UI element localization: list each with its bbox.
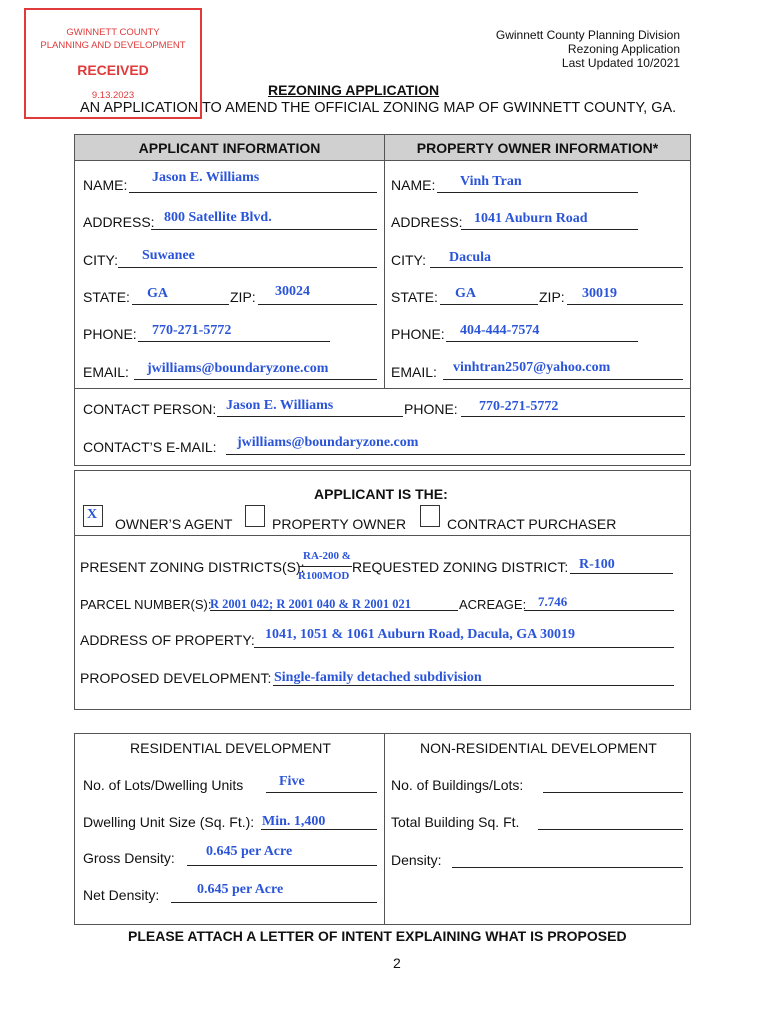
owner-address-value[interactable]: 1041 Auburn Road: [474, 211, 588, 226]
owner-name-label: NAME:: [391, 177, 436, 193]
applicant-name-line: [129, 192, 377, 193]
owner-name-line: [437, 192, 638, 193]
page-subtitle: AN APPLICATION TO AMEND THE OFFICIAL ZONING MAP OF GWINNETT COUNTY, GA.: [80, 100, 677, 116]
applicant-state-label: STATE:: [83, 289, 130, 305]
owner-email-line: [443, 379, 683, 380]
property-address-label: ADDRESS OF PROPERTY:: [80, 632, 255, 648]
owner-address-line: [461, 229, 638, 230]
owner-phone-line: [446, 341, 638, 342]
owners-agent-checkbox[interactable]: [83, 505, 103, 527]
applicant-phone-label: PHONE:: [83, 326, 137, 342]
checkbox-x-mark: X: [87, 507, 98, 522]
contact-phone-value[interactable]: 770-271-5772: [479, 399, 559, 414]
applicant-address-label: ADDRESS:: [83, 214, 155, 230]
density-line[interactable]: [452, 867, 683, 868]
header-line2: Rezoning Application: [567, 42, 680, 56]
page-title: REZONING APPLICATION: [268, 82, 440, 98]
lots-label: No. of Lots/Dwelling Units: [83, 777, 244, 793]
contact-person-value[interactable]: Jason E. Williams: [226, 398, 334, 413]
owner-city-label: CITY:: [391, 252, 427, 268]
owner-name-value[interactable]: Vinh Tran: [460, 174, 522, 189]
property-address-line: [254, 647, 674, 648]
letter-of-intent-note: PLEASE ATTACH A LETTER OF INTENT EXPLAINING WHAT IS PROPOSED: [128, 928, 627, 944]
applicant-email-line: [134, 379, 377, 380]
acreage-value[interactable]: 7.746: [538, 594, 568, 609]
property-owner-label: PROPERTY OWNER: [272, 516, 407, 532]
applicant-city-label: CITY:: [83, 252, 119, 268]
applicant-phone-line: [138, 341, 330, 342]
contact-person-line: [217, 416, 403, 417]
owner-zip-value[interactable]: 30019: [582, 286, 617, 301]
applicant-zip-label: ZIP:: [230, 289, 256, 305]
owner-phone-value[interactable]: 404-444-7574: [460, 323, 540, 338]
owner-email-label: EMAIL:: [391, 364, 437, 380]
applicant-email-value[interactable]: jwilliams@boundaryzone.com: [147, 361, 329, 376]
contact-phone-line: [461, 416, 685, 417]
contract-purchaser-label: CONTRACT PURCHASER: [447, 516, 617, 532]
gross-density-line: [187, 865, 377, 866]
applicant-email-label: EMAIL:: [83, 364, 129, 380]
applicant-name-label: NAME:: [83, 177, 128, 193]
contract-purchaser-checkbox[interactable]: [420, 505, 440, 527]
net-density-value[interactable]: 0.645 per Acre: [197, 882, 284, 897]
stamp-line2: PLANNING AND DEVELOPMENT: [40, 40, 186, 51]
gross-density-label: Gross Density:: [83, 850, 175, 866]
acreage-label: ACREAGE:: [459, 597, 527, 612]
owner-zip-line: [567, 304, 683, 305]
unit-size-value[interactable]: Min. 1,400: [262, 814, 326, 829]
requested-zoning-line: [570, 573, 673, 574]
owner-state-line: [440, 304, 538, 305]
contact-email-label: CONTACT’S E-MAIL:: [83, 439, 217, 455]
parcel-value[interactable]: R 2001 042; R 2001 040 & R 2001 021: [210, 597, 412, 611]
applicant-state-line: [132, 304, 229, 305]
net-density-label: Net Density:: [83, 887, 160, 903]
applicant-name-value[interactable]: Jason E. Williams: [152, 170, 260, 185]
gross-density-value[interactable]: 0.645 per Acre: [206, 844, 293, 859]
zoning-divider: [74, 535, 691, 536]
stamp-line1: GWINNETT COUNTY: [66, 27, 160, 38]
nonresidential-header: NON-RESIDENTIAL DEVELOPMENT: [420, 740, 657, 756]
owner-phone-label: PHONE:: [391, 326, 445, 342]
residential-header: RESIDENTIAL DEVELOPMENT: [130, 740, 331, 756]
applicant-address-value[interactable]: 800 Satellite Blvd.: [164, 210, 272, 225]
requested-zoning-label: REQUESTED ZONING DISTRICT:: [352, 559, 569, 575]
unit-size-label: Dwelling Unit Size (Sq. Ft.):: [83, 814, 255, 830]
applicant-city-line: [118, 267, 377, 268]
buildings-line[interactable]: [543, 792, 683, 793]
applicant-header: APPLICANT INFORMATION: [74, 134, 385, 161]
proposed-development-value[interactable]: Single-family detached subdivision: [274, 670, 482, 685]
present-zoning-value1[interactable]: RA-200 &: [303, 550, 351, 562]
applicant-zip-value[interactable]: 30024: [275, 284, 310, 299]
present-zoning-label: PRESENT ZONING DISTRICTS(S):: [80, 559, 305, 575]
applicant-is-heading: APPLICANT IS THE:: [314, 486, 448, 502]
requested-zoning-value[interactable]: R-100: [579, 557, 615, 572]
contact-email-line: [226, 454, 685, 455]
owner-city-value[interactable]: Dacula: [449, 250, 491, 265]
parcel-label: PARCEL NUMBER(S):: [80, 597, 212, 612]
page-number: 2: [393, 955, 401, 971]
owner-header: PROPERTY OWNER INFORMATION*: [384, 134, 691, 161]
property-address-value[interactable]: 1041, 1051 & 1061 Auburn Road, Dacula, GA 30019: [265, 627, 575, 642]
stamp-date: 9.13.2023: [91, 90, 135, 101]
document-header: [496, 28, 680, 70]
owner-address-label: ADDRESS:: [391, 214, 463, 230]
owner-state-label: STATE:: [391, 289, 438, 305]
net-density-line: [171, 902, 377, 903]
development-column-divider: [384, 733, 385, 925]
owner-zip-label: ZIP:: [539, 289, 565, 305]
header-line3: Last Updated 10/2021: [561, 56, 680, 70]
lots-line: [266, 792, 377, 793]
stamp-received: RECEIVED: [77, 62, 149, 78]
header-line1: Gwinnett County Planning Division: [495, 28, 680, 42]
owner-email-value[interactable]: vinhtran2507@yahoo.com: [453, 360, 611, 375]
owner-city-line: [430, 267, 683, 268]
building-sqft-line[interactable]: [538, 829, 683, 830]
contact-email-value[interactable]: jwilliams@boundaryzone.com: [237, 435, 419, 450]
contact-phone-label: PHONE:: [404, 401, 458, 417]
applicant-phone-value[interactable]: 770-271-5772: [152, 323, 232, 338]
property-owner-checkbox[interactable]: [245, 505, 265, 527]
owners-agent-label: OWNER’S AGENT: [115, 516, 233, 532]
present-zoning-value2[interactable]: R100MOD: [298, 570, 350, 582]
building-sqft-label: Total Building Sq. Ft.: [391, 814, 520, 830]
lots-value[interactable]: Five: [279, 774, 305, 789]
contact-divider: [74, 388, 691, 389]
acreage-line: [524, 610, 674, 611]
present-zoning-fraction-line: [299, 566, 352, 567]
contact-person-label: CONTACT PERSON:: [83, 401, 217, 417]
applicant-state-value[interactable]: GA: [147, 286, 168, 301]
buildings-label: No. of Buildings/Lots:: [391, 777, 524, 793]
applicant-city-value[interactable]: Suwanee: [142, 248, 195, 263]
applicant-zip-line: [258, 304, 377, 305]
proposed-development-label: PROPOSED DEVELOPMENT:: [80, 670, 272, 686]
density-label: Density:: [391, 852, 442, 868]
applicant-address-line: [151, 229, 377, 230]
column-divider: [384, 160, 385, 389]
owner-state-value[interactable]: GA: [455, 286, 476, 301]
